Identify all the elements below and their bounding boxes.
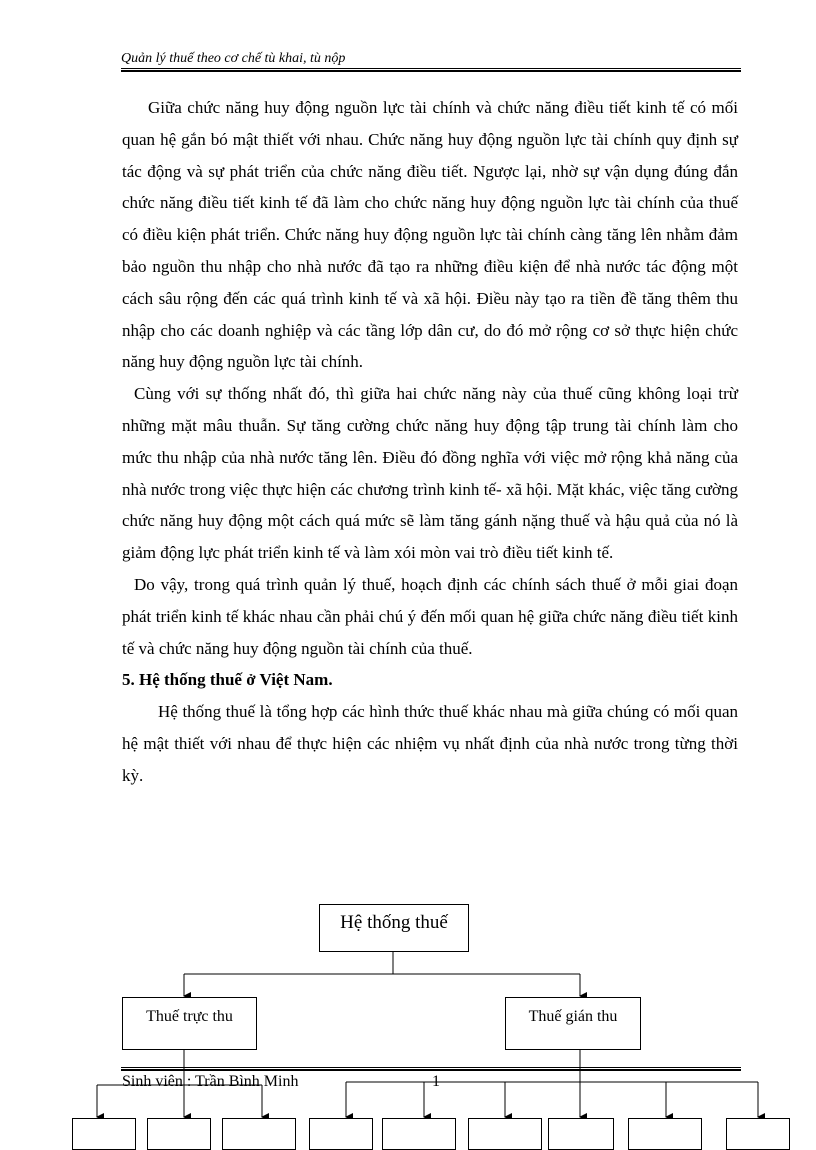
footer-rule-thick [121,1069,741,1071]
diagram-root-box: Hệ thống thuế [319,904,469,952]
diagram-direct-tax-box: Thuế trực thu [122,997,257,1050]
running-header: Quản lý thuế theo cơ chế tù khai, tù nộp [121,51,346,66]
paragraph-3: Do vậy, trong quá trình quản lý thuế, hoạch định các chính sách thuế ở mỗi giai đoạn phát triển kinh tế khác nhau cần phải chú ý đến mối quan hệ giữa chức năng điều tiết kinh tế và chức năng huy động nguồn tài chính của thuế. [122,574,738,658]
paragraph-2: Cùng với sự thống nhất đó, thì giữa hai chức năng này của thuế cũng không loại trừ những mặt mâu thuẫn. Sự tăng cường chức năng huy động tập trung tài chính làm cho mức thu nhập của nhà nước tăng lên. Điều đó đồng nghĩa với việc mở rộng khả năng của nhà nước trong việc thực hiện các chương trình kinh tế- xã hội. Mặt khác, việc tăng cường chức năng huy động một cách quá mức sẽ làm tăng gánh nặng thuế và hậu quả của nó là giảm động lực phát triển kinh tế và làm xói mòn vai trò điều tiết kinh tế. [122,384,738,563]
section-heading: 5. Hệ thống thuế ở Việt Nam. [122,670,333,690]
page-number: 1 [432,1073,440,1090]
footer-rule-thin [121,1067,741,1068]
section-paragraph: Hệ thống thuế là tổng hợp các hình thức thuế khác nhau mà giữa chúng có mối quan hệ mật thiết với nhau để thực hiện các nhiệm vụ nhất định của nhà nước trong từng thời kỳ. [122,702,738,785]
diagram-indirect-tax-box: Thuế gián thu [505,997,641,1050]
footer-student-name: Sinh viên : Trần Bình Minh [122,1073,299,1090]
paragraph-1: Giữa chức năng huy động nguồn lực tài chính và chức năng điều tiết kinh tế có mối quan hệ gắn bó mật thiết với nhau. Chức năng huy động nguồn lực tài chính quy định sự tác động và sự phát triển của chức năng điều tiết. Ngược lại, nhờ sự vận dụng đúng đắn chức năng điều tiết kinh tế đã làm cho chức năng huy động nguồn lực tài chính của thuế có điều kiện phát triển. Chức năng huy động nguồn lực tài chính càng tăng lên nhằm đảm bảo nguồn thu nhập cho nhà nước đã tạo ra những điều kiện để nhà nước tác động một cách sâu rộng đến các quá trình kinh tế và xã hội. Điều này tạo ra tiền đề tăng thêm thu nhập cho các doanh nghiệp và các tầng lớp dân cư, do đó mở rộng cơ sở thực hiện chức năng huy động nguồn lực tài chính. [122,98,738,372]
